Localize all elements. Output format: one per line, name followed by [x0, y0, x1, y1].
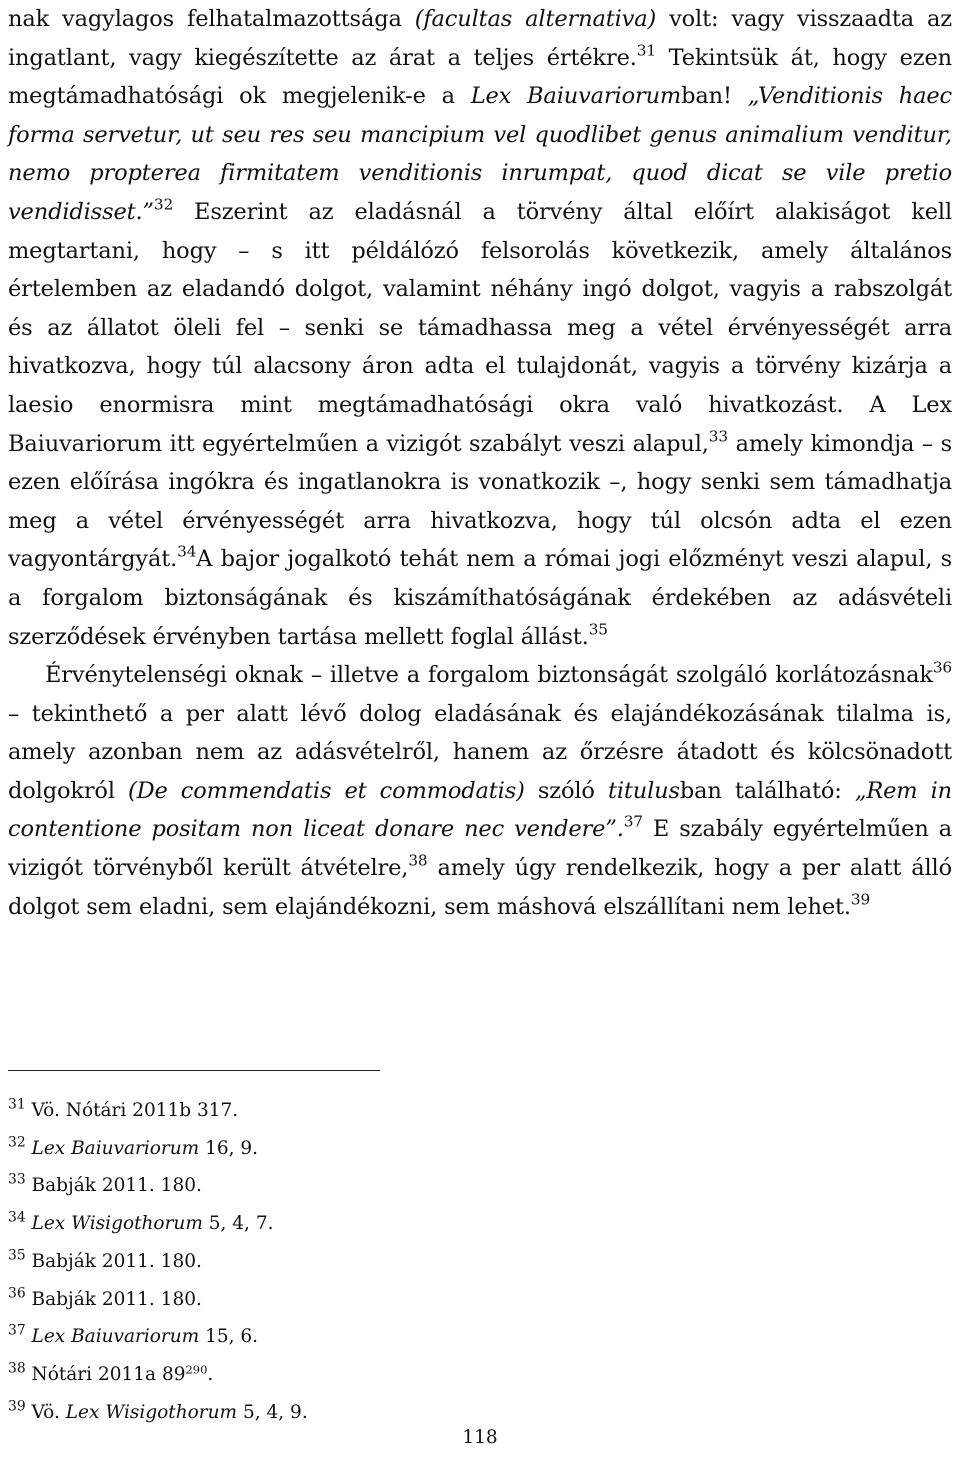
- footnote-35: [8, 1243, 948, 1281]
- footnote-33: [8, 1167, 948, 1205]
- footnote-number: 37: [8, 1322, 26, 1339]
- text-run: volt: vagy visszaadta az ingatlant, vagy kiegészítette az árat a teljes értékre.: [8, 6, 952, 71]
- footnote-ref-34[interactable]: 34: [177, 542, 197, 561]
- footnote-text: Vö. Nótári 2011b 317.: [25, 1100, 239, 1121]
- footnote-ref-32[interactable]: 32: [153, 195, 174, 214]
- footnote-text: Babják 2011. 180.: [25, 1288, 202, 1310]
- footnote-ref-38[interactable]: 38: [408, 851, 428, 870]
- footnote-text: 16, 9.: [199, 1137, 259, 1159]
- footnote-superscript: 290: [185, 1362, 208, 1377]
- footnote-source-title: Lex Wisigothorum: [31, 1213, 203, 1235]
- footnote-34: [8, 1205, 948, 1243]
- footnote-31: [8, 1092, 948, 1130]
- text-run: E szabály egyértelműen a vizigót törvényből került átvételre,: [8, 816, 952, 882]
- latin-term: Lex Baiuvariorum: [470, 83, 682, 110]
- footnote-source-title: Lex Baiuvariorum: [31, 1326, 200, 1348]
- footnotes: [8, 1092, 948, 1431]
- footnote-number: 33: [8, 1171, 26, 1188]
- footnote-number: 32: [8, 1134, 26, 1151]
- latin-quote: „Rem in contentione positam non liceat donare nec vendere”.: [8, 777, 952, 843]
- text-run: Érvénytelenségi oknak – illetve a forgalom biztonságát szolgáló korlátozásnak: [45, 662, 933, 689]
- footnote-text: Babják 2011. 180.: [25, 1175, 202, 1197]
- latin-term: (De commendatis et commodatis): [128, 777, 525, 804]
- footnote-source-title: Lex Baiuvariorum: [31, 1137, 200, 1159]
- footnote-text: 5, 4, 9.: [237, 1401, 308, 1423]
- footnote-source-title: Lex Wisigothorum: [65, 1401, 238, 1423]
- footnote-ref-37[interactable]: 37: [623, 812, 643, 831]
- paragraph-1: [8, 0, 952, 656]
- footnote-text: Babják 2011. 180.: [25, 1250, 202, 1272]
- footnote-32: [8, 1130, 948, 1168]
- text-run: szóló: [524, 777, 608, 804]
- text-run: ban található:: [679, 777, 855, 804]
- text-run: – tekinthető a per alatt lévő dolog eladásának és elajándékozásának tilalma is, amely azonban nem az adásvételről, hanem az őrzésre átadott és kölcsönadott dolgokról: [8, 700, 952, 804]
- footnote-text: Vö.: [25, 1401, 66, 1423]
- footnote-text: 5, 4, 7.: [202, 1213, 274, 1235]
- footnote-36: [8, 1281, 948, 1319]
- footnote-separator: [8, 1070, 380, 1071]
- latin-term: (facultas alternativa): [414, 6, 657, 32]
- page-number: 118: [462, 1427, 498, 1448]
- footnote-number: 39: [8, 1398, 26, 1414]
- footnote-number: 35: [8, 1247, 26, 1264]
- footnote-39: [8, 1394, 948, 1432]
- footnote-ref-39[interactable]: 39: [850, 890, 871, 909]
- text-run: ban!: [681, 83, 748, 110]
- footnote-ref-36[interactable]: 36: [932, 658, 952, 677]
- footnote-text: .: [207, 1363, 214, 1385]
- footnote-38: [8, 1356, 948, 1394]
- text-run: A bajor jogalkotó tehát nem a római jogi előzményt veszi alapul, s a forgalom biztonságának és kiszámíthatóságának érdekében az adásvételi szerződések érvényben tartása mellett foglal állást.: [8, 546, 952, 650]
- text-run: nak vagylagos felhatalmazottsága: [8, 6, 415, 32]
- footnote-ref-33[interactable]: 33: [708, 427, 728, 446]
- latin-term: titulus: [607, 777, 680, 804]
- text-run: Eszerint az eladásnál a törvény által előírt alakiságot kell megtartani, hogy – s itt példálózó felsorolás következik, amely általános értelemben az eladandó dolgot, valamint néhány ingó dolgot, vagyis a rabszolgát és az állatot öleli fel – senki se támadhassa meg a vétel érvényességét arra hivatkozva, hogy túl alacsony áron adta el tulajdonát, vagyis a törvény kizárja a laesio enormisra mint megtámadhatósági okra való hivatkozást. A Lex Baiuvariorum itt egyértelműen a vizigót szabályt veszi alapul,: [8, 198, 952, 457]
- footnote-text: 15, 6.: [199, 1326, 259, 1348]
- paragraph-2: [8, 656, 952, 926]
- latin-quote: „Venditionis haec forma servetur, ut seu res seu mancipium vel quodlibet genus animalium venditur, nemo propterea firmitatem venditionis inrumpat, quod dicat se vile pretio vendidisset.”: [8, 83, 952, 225]
- footnote-ref-31[interactable]: 31: [636, 41, 656, 60]
- body-text: [8, 0, 952, 926]
- footnote-text: Nótári 2011a 89: [25, 1363, 186, 1385]
- footnote-number: 31: [8, 1096, 26, 1113]
- footnote-number: 38: [8, 1360, 26, 1377]
- text-run: Tekintsük át, hogy ezen megtámadhatósági ok megjelenik-e a: [8, 44, 952, 110]
- footnote-number: 34: [8, 1209, 26, 1226]
- text-run: amely kimondja – s ezen előírása ingókra és ingatlanokra is vonatkozik –, hogy senki sem támadhatja meg a vétel érvényességét arra hivatkozva, hogy túl olcsón adta el ezen vagyontárgyát.: [8, 430, 952, 573]
- footnote-37: [8, 1318, 948, 1356]
- footnote-number: 36: [8, 1284, 26, 1301]
- footnote-ref-35[interactable]: 35: [588, 620, 608, 639]
- text-run: amely úgy rendelkezik, hogy a per alatt álló dolgot sem eladni, sem elajándékozni, sem máshová elszállítani nem lehet.: [8, 855, 952, 920]
